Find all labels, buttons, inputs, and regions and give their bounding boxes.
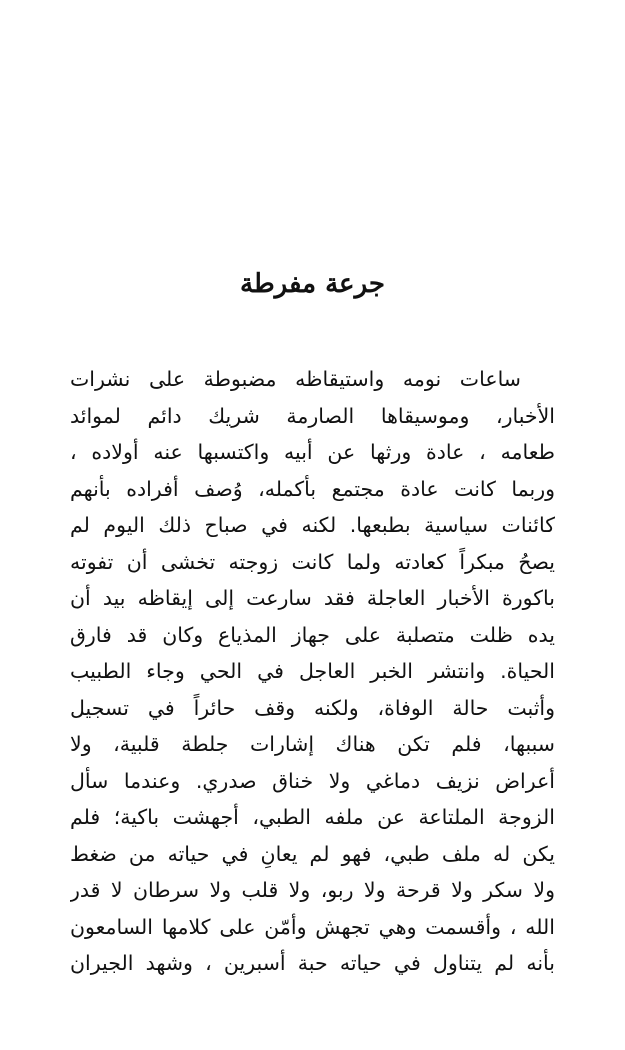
text-line: يده ظلت متصلبة على جهاز المذياع وكان قد فارق xyxy=(70,622,555,647)
text-line: أعراض نزيف دماغي ولا خناق صدري. وعندما سأل xyxy=(70,768,555,793)
text-line: الحياة. وانتشر الخبر العاجل في الحي وجاء الطبيب xyxy=(70,659,555,683)
text-line: وأثبت حالة الوفاة، ولكنه وقف حائراً في تسجيل xyxy=(70,695,555,720)
story-title: جرعة مفرطة xyxy=(240,269,385,299)
text-line: الله ، وأقسمت وهي تجهش وأمّن على كلامها السامعون xyxy=(70,914,555,939)
text-line: بأنه لم يتناول في حياته حبة أسبرين ، وشهد الجيران xyxy=(70,951,555,975)
text-line: يكن له ملف طبي، فهو لم يعانِ في حياته من ضغط xyxy=(70,841,555,866)
text-line: وربما كانت عادة مجتمع بأكمله، وُصف أفراده بأنهم xyxy=(70,476,555,501)
text-line: ولا سكر ولا قرحة ولا ربو، ولا قلب ولا سرطان لا قدر xyxy=(70,878,555,902)
text-line: كائنات سياسية بطبعها. لكنه في صباح ذلك اليوم لم xyxy=(70,513,555,537)
text-line: الزوجة الملتاعة عن ملفه الطبي، أجهشت باكية؛ فلم xyxy=(70,805,555,829)
text-line: طعامه ، عادة ورثها عن أبيه واكتسبها عنه أولاده ، xyxy=(70,440,555,464)
text-line: الأخبار، وموسيقاها الصارمة شريك دائم لموائد xyxy=(70,403,555,428)
text-line: باكورة الأخبار العاجلة فقد سارعت إلى إيقاظه بيد أن xyxy=(70,586,555,610)
text-line: ساعات نومه واستيقاظه مضبوطة على نشرات xyxy=(70,367,521,391)
story-body xyxy=(70,361,555,982)
text-line: يصحُ مبكراً كعادته ولما كانت زوجته تخشى أن تفوته xyxy=(70,549,555,574)
text-line: سببها، فلم تكن هناك إشارات جلطة قلبية، ولا xyxy=(70,732,555,756)
